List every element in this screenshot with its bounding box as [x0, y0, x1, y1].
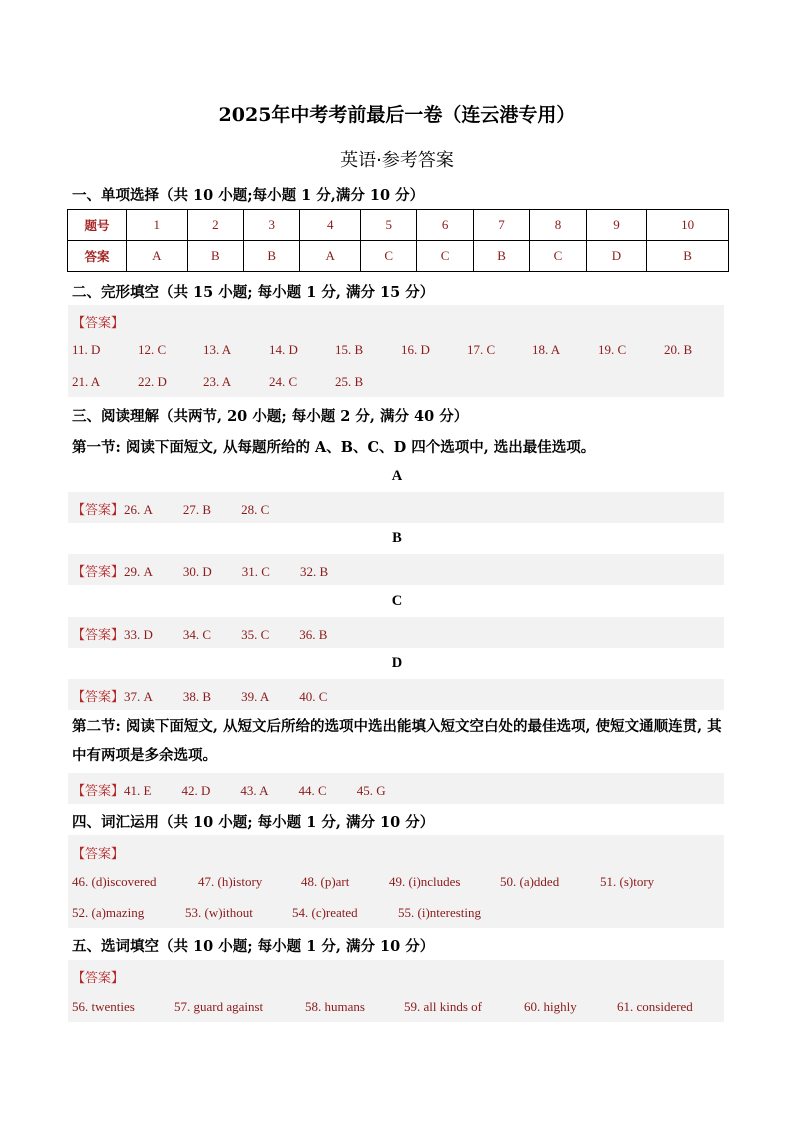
answer-item: 52. (a)mazing	[72, 905, 145, 920]
section-2-heading: 二、完形填空（共 15 小题; 每小题 1 分, 满分 15 分）	[72, 284, 435, 301]
section-1-heading: 一、单项选择（共 10 小题;每小题 1 分,满分 10 分）	[72, 187, 425, 204]
answer-cell: B	[473, 241, 529, 272]
answer-item: 19. C	[598, 342, 627, 357]
answer-item: 40. C	[299, 689, 328, 704]
answer-label: 【答案】	[72, 847, 125, 862]
answer-label: 【答案】	[72, 503, 125, 518]
answer-item: 55. (i)nteresting	[398, 905, 482, 920]
answer-item: 26. A	[124, 502, 153, 517]
page-subtitle: 英语·参考答案	[340, 150, 454, 171]
answer-item: 23. A	[203, 374, 232, 389]
answer-item: 28. C	[241, 502, 270, 517]
answer-item: 60. highly	[524, 999, 577, 1014]
answer-item: 58. humans	[305, 999, 365, 1014]
answer-cell: B	[187, 241, 243, 272]
table-row	[68, 210, 729, 241]
answer-item: 24. C	[269, 374, 298, 389]
answer-item: 31. C	[241, 564, 270, 579]
answer-item: 20. B	[664, 342, 693, 357]
answer-label: 【答案】	[72, 971, 125, 986]
question-number: 7	[473, 210, 529, 241]
answer-item: 43. A	[240, 783, 269, 798]
answer-item: 33. D	[124, 627, 153, 642]
answer-item: 12. C	[138, 342, 167, 357]
table-row	[68, 241, 729, 272]
answer-cell: C	[530, 241, 586, 272]
answer-item: 27. B	[182, 502, 212, 517]
answer-cell: D	[586, 241, 647, 272]
answer-item: 57. guard against	[174, 999, 264, 1014]
passage-letter: D	[391, 655, 403, 671]
answer-item: 39. A	[241, 689, 270, 704]
answer-item: 44. C	[298, 783, 327, 798]
answer-line	[72, 561, 358, 580]
answer-item: 35. C	[241, 627, 270, 642]
answer-item: 34. C	[182, 627, 212, 642]
answer-item: 30. D	[182, 564, 212, 579]
section-3-heading: 三、阅读理解（共两节, 20 小题; 每小题 2 分, 满分 40 分）	[72, 408, 469, 425]
answer-item: 32. B	[299, 564, 329, 579]
answer-item: 14. D	[269, 342, 298, 357]
question-number: 4	[300, 210, 361, 241]
answer-item: 36. B	[299, 627, 328, 642]
passage-letter: B	[392, 530, 402, 546]
question-number: 3	[244, 210, 300, 241]
answer-cell: A	[127, 241, 188, 272]
answer-item: 11. D	[72, 342, 101, 357]
answer-row	[72, 874, 724, 894]
row-label-answer: 答案	[68, 241, 127, 272]
answer-item: 13. A	[203, 342, 232, 357]
answer-item: 54. (c)reated	[292, 905, 358, 920]
question-number: 9	[586, 210, 647, 241]
row-label-number: 题号	[68, 210, 127, 241]
question-number: 5	[361, 210, 417, 241]
answer-item: 46. (d)iscovered	[72, 874, 157, 889]
answer-row	[72, 374, 724, 394]
section-5-heading: 五、选词填空（共 10 小题; 每小题 1 分, 满分 10 分）	[72, 938, 435, 955]
answer-item: 18. A	[532, 342, 561, 357]
answer-item: 48. (p)art	[301, 874, 350, 889]
answer-item: 47. (h)istory	[198, 874, 263, 889]
answer-item: 37. A	[124, 689, 153, 704]
answer-row	[72, 905, 724, 925]
question-number: 1	[127, 210, 188, 241]
part-1-instruction: 第一节: 阅读下面短文, 从每题所给的 A、B、C、D 四个选项中, 选出最佳选项。	[72, 439, 596, 456]
question-number: 6	[417, 210, 473, 241]
question-number: 2	[187, 210, 243, 241]
answer-cell: C	[417, 241, 473, 272]
answer-label: 【答案】	[72, 628, 125, 643]
question-number: 8	[530, 210, 586, 241]
answer-row	[72, 999, 724, 1019]
answer-item: 38. B	[182, 689, 212, 704]
answer-label: 【答案】	[72, 690, 125, 705]
answer-item: 49. (i)ncludes	[389, 874, 461, 889]
answer-line	[72, 780, 416, 799]
answer-item: 50. (a)dded	[500, 874, 560, 889]
answer-cell: A	[300, 241, 361, 272]
answer-cell: C	[361, 241, 417, 272]
answer-item: 16. D	[401, 342, 430, 357]
passage-letter: A	[391, 468, 403, 484]
answer-line	[72, 499, 299, 518]
answer-item: 21. A	[72, 374, 101, 389]
answer-item: 56. twenties	[72, 999, 135, 1014]
answer-item: 41. E	[124, 783, 152, 798]
answer-item: 45. G	[356, 783, 386, 798]
section-4-heading: 四、词汇运用（共 10 小题; 每小题 1 分, 满分 10 分）	[72, 814, 435, 831]
answer-cell: B	[244, 241, 300, 272]
question-number: 10	[647, 210, 729, 241]
page-title: 2025年中考考前最后一卷（连云港专用）	[218, 104, 576, 126]
answer-key-table	[67, 209, 729, 272]
answer-line	[72, 624, 357, 643]
answer-label: 【答案】	[72, 316, 125, 331]
answer-item: 59. all kinds of	[404, 999, 482, 1014]
passage-letter: C	[391, 593, 403, 609]
answer-row	[72, 342, 724, 362]
answer-item: 61. considered	[617, 999, 693, 1014]
answer-label: 【答案】	[72, 784, 125, 799]
answer-item: 53. (w)ithout	[185, 905, 253, 920]
answer-item: 51. (s)tory	[600, 874, 655, 889]
answer-item: 29. A	[124, 564, 153, 579]
part-2-instruction: 第二节: 阅读下面短文, 从短文后所给的选项中选出能填入短文空白处的最佳选项, 使短文通顺连贯, 其中有两项是多余选项。	[72, 718, 722, 764]
answer-line	[72, 686, 357, 705]
answer-cell: B	[647, 241, 729, 272]
answer-item: 17. C	[467, 342, 496, 357]
answer-item: 25. B	[335, 374, 364, 389]
answer-item: 22. D	[138, 374, 167, 389]
answer-label: 【答案】	[72, 565, 125, 580]
answer-item: 15. B	[335, 342, 364, 357]
answer-item: 42. D	[181, 783, 211, 798]
